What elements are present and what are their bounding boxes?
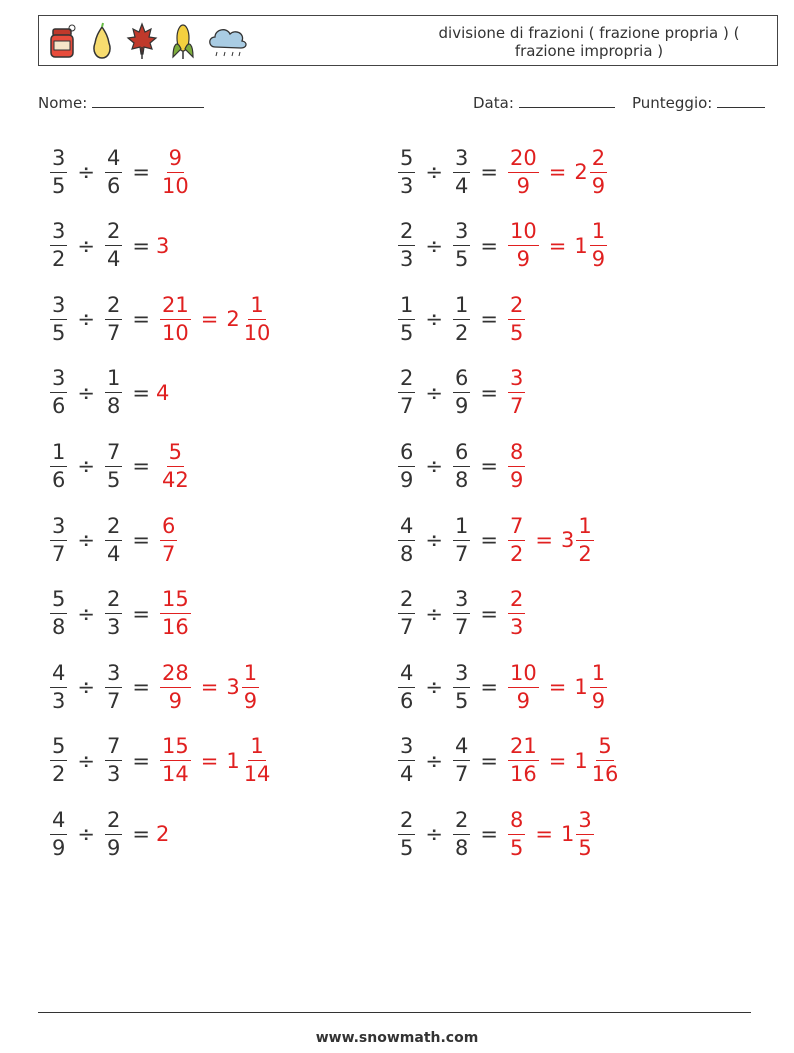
- equals-sign: =: [548, 748, 567, 773]
- mixed-whole: 3: [226, 675, 240, 700]
- answer-fraction-denominator: 9: [516, 173, 531, 198]
- dividend-fraction-denominator: 5: [400, 835, 414, 860]
- divide-sign: ÷: [77, 307, 95, 332]
- equals-sign: =: [548, 675, 567, 700]
- equals-sign: =: [132, 160, 150, 184]
- mixed-fraction-denominator: 2: [578, 541, 592, 566]
- equals-sign: =: [480, 601, 498, 626]
- divide-sign: ÷: [425, 380, 443, 405]
- answer-fraction: [508, 807, 525, 862]
- divisor-fraction-numerator: 2: [105, 218, 122, 246]
- divisor-fraction: [453, 365, 470, 420]
- mixed-fraction: [590, 660, 607, 715]
- equals-sign: =: [480, 160, 498, 184]
- answer-fraction: [508, 145, 539, 200]
- answer-fraction-numerator: 2: [508, 292, 525, 320]
- divide-sign: ÷: [77, 160, 95, 184]
- answer-fraction: [160, 145, 191, 200]
- mixed-fraction-numerator: 1: [590, 218, 607, 246]
- dividend-fraction: [50, 439, 67, 494]
- divisor-fraction-denominator: 8: [106, 394, 121, 419]
- dividend-fraction: [398, 586, 415, 641]
- dividend-fraction: [398, 218, 415, 273]
- dividend-fraction-numerator: 3: [50, 513, 67, 541]
- dividend-fraction-numerator: 2: [398, 218, 415, 246]
- answer-fraction-numerator: 7: [508, 513, 525, 541]
- equals-sign: =: [548, 160, 567, 184]
- divide-sign: ÷: [77, 380, 95, 405]
- dividend-fraction: [398, 513, 415, 568]
- rain-cloud-icon: [205, 21, 249, 61]
- dividend-fraction: [50, 586, 67, 641]
- equals-sign: =: [480, 233, 498, 258]
- divisor-fraction-numerator: 1: [453, 513, 470, 541]
- divide-sign: ÷: [77, 454, 95, 479]
- divide-sign: ÷: [425, 528, 443, 552]
- divisor-fraction: [453, 513, 470, 568]
- score-blank: [717, 93, 765, 108]
- dividend-fraction-numerator: 4: [398, 660, 415, 688]
- dividend-fraction-denominator: 4: [400, 762, 414, 787]
- dividend-fraction-numerator: 3: [50, 365, 67, 393]
- divide-sign: ÷: [425, 307, 443, 332]
- divisor-fraction-numerator: 2: [105, 807, 122, 835]
- divisor-fraction-denominator: 7: [106, 320, 121, 345]
- dividend-fraction: [398, 292, 415, 347]
- answer-fraction-numerator: 28: [160, 660, 191, 688]
- problem-13: [46, 584, 195, 644]
- dividend-fraction: [50, 292, 67, 347]
- problem-1: [46, 142, 195, 202]
- mixed-fraction: [242, 292, 273, 347]
- mixed-whole: 1: [574, 748, 588, 773]
- equals-sign: =: [132, 233, 150, 258]
- answer-fraction-denominator: 10: [161, 173, 189, 198]
- mixed-whole: 2: [574, 160, 588, 184]
- divisor-fraction: [105, 439, 122, 494]
- divide-sign: ÷: [425, 822, 443, 847]
- problem-10: [394, 436, 529, 496]
- mixed-fraction-numerator: 2: [590, 145, 607, 173]
- answer-fraction-denominator: 9: [516, 688, 531, 713]
- divisor-fraction-numerator: 3: [453, 660, 470, 688]
- mixed-fraction: [590, 145, 607, 200]
- date-label: Data:: [473, 94, 514, 112]
- divide-sign: ÷: [425, 454, 443, 479]
- dividend-fraction-denominator: 3: [400, 173, 414, 198]
- dividend-fraction: [50, 145, 67, 200]
- answer-fraction-numerator: 15: [160, 586, 191, 614]
- answer-fraction: [508, 365, 525, 420]
- dividend-fraction: [398, 660, 415, 715]
- answer-fraction-denominator: 42: [161, 467, 189, 492]
- dividend-fraction-numerator: 2: [398, 807, 415, 835]
- divisor-fraction-numerator: 2: [453, 807, 470, 835]
- dividend-fraction-denominator: 9: [400, 467, 414, 492]
- jam-jar-icon: [45, 21, 79, 61]
- answer-fraction-numerator: 21: [508, 733, 539, 761]
- answer-fraction-denominator: 7: [161, 541, 176, 566]
- dividend-fraction-denominator: 8: [52, 615, 66, 640]
- divisor-fraction-denominator: 7: [454, 541, 469, 566]
- dividend-fraction: [50, 807, 67, 862]
- equals-sign: =: [548, 233, 567, 258]
- divide-sign: ÷: [77, 822, 95, 847]
- answer-fraction-denominator: 5: [509, 835, 524, 860]
- answer-fraction-numerator: 21: [160, 292, 191, 320]
- dividend-fraction: [398, 439, 415, 494]
- score-field: [632, 93, 765, 112]
- answer-fraction-denominator: 7: [509, 394, 524, 419]
- answer-integer: 3: [155, 233, 170, 258]
- worksheet-title: divisione di frazioni ( frazione propria ) ( frazione impropria ): [438, 24, 740, 60]
- mixed-fraction: [576, 513, 593, 568]
- answer-fraction: [508, 513, 525, 568]
- divisor-fraction: [453, 145, 470, 200]
- dividend-fraction-numerator: 6: [398, 439, 415, 467]
- problem-8: [394, 363, 529, 423]
- answer-fraction: [160, 292, 191, 347]
- date-field: [473, 93, 615, 112]
- divisor-fraction-numerator: 6: [453, 439, 470, 467]
- dividend-fraction: [50, 660, 67, 715]
- answer-fraction-denominator: 9: [516, 247, 531, 272]
- dividend-fraction: [50, 365, 67, 420]
- answer-fraction-denominator: 9: [509, 467, 524, 492]
- answer-fraction-numerator: 8: [508, 439, 525, 467]
- answer-fraction-numerator: 2: [508, 586, 525, 614]
- dividend-fraction-numerator: 3: [398, 733, 415, 761]
- dividend-fraction: [50, 513, 67, 568]
- equals-sign: =: [132, 307, 150, 332]
- dividend-fraction-denominator: 6: [400, 688, 414, 713]
- equals-sign: =: [132, 748, 150, 773]
- answer-fraction-denominator: 5: [509, 320, 524, 345]
- answer-fraction-numerator: 3: [508, 365, 525, 393]
- divide-sign: ÷: [77, 233, 95, 258]
- dividend-fraction-numerator: 4: [398, 513, 415, 541]
- dividend-fraction-numerator: 5: [50, 586, 67, 614]
- equals-sign: =: [132, 675, 150, 700]
- problem-7: [46, 363, 169, 423]
- answer-fraction: [160, 733, 191, 788]
- dividend-fraction-denominator: 5: [52, 173, 66, 198]
- equals-sign: =: [132, 822, 150, 847]
- mixed-fraction: [242, 733, 273, 788]
- divisor-fraction: [453, 218, 470, 273]
- mixed-whole: 3: [560, 528, 575, 552]
- dividend-fraction-denominator: 8: [400, 541, 414, 566]
- mixed-whole: 1: [574, 233, 588, 258]
- answer-fraction-denominator: 16: [509, 762, 537, 787]
- divide-sign: ÷: [425, 233, 443, 258]
- problem-16: [394, 657, 611, 717]
- divisor-fraction-denominator: 6: [106, 173, 121, 198]
- divisor-fraction-numerator: 2: [105, 513, 122, 541]
- mixed-fraction-numerator: 1: [248, 733, 265, 761]
- dividend-fraction-numerator: 2: [398, 586, 415, 614]
- dividend-fraction-denominator: 5: [400, 320, 414, 345]
- answer-fraction: [508, 733, 539, 788]
- mixed-whole: 1: [226, 748, 240, 773]
- equals-sign: =: [132, 601, 150, 626]
- maple-leaf-icon: [125, 21, 159, 61]
- equals-sign: =: [200, 675, 219, 700]
- equals-sign: =: [535, 528, 553, 552]
- worksheet-header: [38, 15, 778, 66]
- dividend-fraction: [398, 807, 415, 862]
- divisor-fraction-denominator: 4: [106, 541, 121, 566]
- dividend-fraction-denominator: 7: [400, 394, 414, 419]
- answer-fraction: [508, 218, 539, 273]
- answer-fraction-numerator: 10: [508, 660, 539, 688]
- divisor-fraction-numerator: 3: [105, 660, 122, 688]
- divisor-fraction: [453, 807, 470, 862]
- divide-sign: ÷: [425, 160, 443, 184]
- divisor-fraction-numerator: 3: [453, 586, 470, 614]
- divisor-fraction-numerator: 6: [453, 365, 470, 393]
- answer-fraction: [508, 660, 539, 715]
- equals-sign: =: [200, 748, 219, 773]
- name-field: [38, 93, 204, 112]
- divisor-fraction-numerator: 1: [453, 292, 470, 320]
- divide-sign: ÷: [77, 748, 95, 773]
- equals-sign: =: [132, 454, 150, 479]
- problem-5: [46, 289, 276, 349]
- divide-sign: ÷: [77, 675, 95, 700]
- mixed-fraction-numerator: 1: [590, 660, 607, 688]
- dividend-fraction-numerator: 2: [398, 365, 415, 393]
- divisor-fraction: [105, 807, 122, 862]
- divisor-fraction: [105, 365, 122, 420]
- dividend-fraction: [398, 365, 415, 420]
- divisor-fraction: [453, 586, 470, 641]
- problem-17: [46, 731, 276, 791]
- equals-sign: =: [480, 748, 498, 773]
- problem-2: [394, 142, 611, 202]
- equals-sign: =: [132, 380, 150, 405]
- answer-fraction-numerator: 8: [508, 807, 525, 835]
- problem-15: [46, 657, 263, 717]
- equals-sign: =: [132, 528, 150, 552]
- answer-fraction: [508, 292, 525, 347]
- equals-sign: =: [480, 822, 498, 847]
- dividend-fraction-numerator: 5: [50, 733, 67, 761]
- divisor-fraction: [105, 513, 122, 568]
- dividend-fraction-denominator: 3: [52, 688, 66, 713]
- answer-fraction: [508, 586, 525, 641]
- dividend-fraction-numerator: 3: [50, 145, 67, 173]
- answer-fraction-denominator: 16: [161, 615, 189, 640]
- answer-integer: 2: [155, 822, 170, 847]
- problem-4: [394, 216, 611, 276]
- divisor-fraction: [105, 145, 122, 200]
- mixed-fraction: [242, 660, 259, 715]
- mixed-whole: 1: [574, 675, 588, 700]
- answer-fraction-denominator: 14: [161, 762, 189, 787]
- mixed-fraction-numerator: 1: [242, 660, 259, 688]
- divide-sign: ÷: [77, 528, 95, 552]
- divisor-fraction-denominator: 8: [454, 467, 469, 492]
- divisor-fraction-denominator: 4: [454, 173, 469, 198]
- mixed-fraction-numerator: 1: [576, 513, 593, 541]
- equals-sign: =: [200, 307, 219, 332]
- dividend-fraction-denominator: 2: [52, 762, 66, 787]
- corn-icon: [165, 21, 199, 61]
- dividend-fraction-numerator: 3: [50, 292, 67, 320]
- mixed-fraction: [576, 807, 593, 862]
- answer-fraction-numerator: 15: [160, 733, 191, 761]
- dividend-fraction-numerator: 3: [50, 218, 67, 246]
- problem-9: [46, 436, 195, 496]
- mixed-fraction: [590, 733, 621, 788]
- pear-icon: [85, 21, 119, 61]
- divisor-fraction: [453, 292, 470, 347]
- answer-fraction: [160, 513, 177, 568]
- footer-url: www.snowmath.com: [315, 1030, 479, 1046]
- mixed-fraction-denominator: 9: [243, 688, 258, 713]
- answer-fraction: [508, 439, 525, 494]
- problem-20: [394, 804, 598, 864]
- mixed-fraction-denominator: 9: [591, 173, 606, 198]
- problem-3: [46, 216, 169, 276]
- mixed-fraction-denominator: 10: [243, 320, 271, 345]
- divide-sign: ÷: [425, 601, 443, 626]
- dividend-fraction-numerator: 4: [50, 660, 67, 688]
- dividend-fraction-numerator: 4: [50, 807, 67, 835]
- divisor-fraction-numerator: 3: [453, 145, 470, 173]
- mixed-fraction-numerator: 5: [596, 733, 613, 761]
- dividend-fraction-numerator: 1: [398, 292, 415, 320]
- dividend-fraction-denominator: 6: [52, 467, 66, 492]
- divisor-fraction: [453, 660, 470, 715]
- mixed-whole: 1: [560, 822, 575, 847]
- answer-fraction-denominator: 2: [509, 541, 524, 566]
- mixed-fraction-denominator: 9: [591, 247, 606, 272]
- name-label: Nome:: [38, 94, 88, 112]
- divisor-fraction: [105, 660, 122, 715]
- divisor-fraction-denominator: 5: [454, 688, 469, 713]
- equals-sign: =: [480, 380, 498, 405]
- dividend-fraction-denominator: 6: [52, 394, 66, 419]
- divisor-fraction-numerator: 1: [105, 365, 122, 393]
- answer-fraction-numerator: 9: [167, 145, 184, 173]
- date-blank: [519, 93, 615, 108]
- divisor-fraction-denominator: 7: [454, 762, 469, 787]
- divisor-fraction-denominator: 9: [106, 835, 121, 860]
- answer-fraction-numerator: 5: [167, 439, 184, 467]
- divisor-fraction-numerator: 4: [453, 733, 470, 761]
- name-blank: [92, 93, 204, 108]
- answer-fraction: [160, 439, 191, 494]
- answer-fraction: [160, 586, 191, 641]
- divisor-fraction-denominator: 8: [454, 835, 469, 860]
- answer-fraction-denominator: 9: [168, 688, 183, 713]
- dividend-fraction: [50, 733, 67, 788]
- dividend-fraction-denominator: 7: [400, 615, 414, 640]
- mixed-fraction-denominator: 9: [591, 688, 606, 713]
- divisor-fraction-numerator: 7: [105, 733, 122, 761]
- divisor-fraction-numerator: 3: [453, 218, 470, 246]
- mixed-fraction-denominator: 14: [243, 762, 271, 787]
- problem-12: [394, 510, 598, 570]
- divide-sign: ÷: [77, 601, 95, 626]
- problem-19: [46, 804, 169, 864]
- footer-rule: [38, 1012, 751, 1013]
- answer-fraction: [160, 660, 191, 715]
- divisor-fraction: [105, 733, 122, 788]
- mixed-fraction-denominator: 16: [591, 762, 619, 787]
- mixed-fraction-denominator: 5: [578, 835, 592, 860]
- dividend-fraction-denominator: 5: [52, 320, 66, 345]
- header-icons: [45, 21, 249, 61]
- dividend-fraction-numerator: 5: [398, 145, 415, 173]
- mixed-whole: 2: [226, 307, 240, 332]
- dividend-fraction: [398, 145, 415, 200]
- dividend-fraction: [50, 218, 67, 273]
- score-label: Punteggio:: [632, 94, 713, 112]
- dividend-fraction-denominator: 3: [400, 247, 414, 272]
- divisor-fraction-denominator: 3: [106, 615, 121, 640]
- dividend-fraction-denominator: 2: [52, 247, 66, 272]
- divisor-fraction-denominator: 7: [454, 615, 469, 640]
- equals-sign: =: [480, 675, 498, 700]
- mixed-fraction-numerator: 3: [576, 807, 593, 835]
- answer-fraction-denominator: 3: [509, 615, 524, 640]
- divisor-fraction: [105, 292, 122, 347]
- divisor-fraction-numerator: 2: [105, 292, 122, 320]
- divide-sign: ÷: [425, 748, 443, 773]
- answer-fraction-numerator: 20: [508, 145, 539, 173]
- divisor-fraction-denominator: 5: [454, 247, 469, 272]
- divide-sign: ÷: [425, 675, 443, 700]
- dividend-fraction: [398, 733, 415, 788]
- problem-6: [394, 289, 529, 349]
- equals-sign: =: [535, 822, 553, 847]
- problem-11: [46, 510, 181, 570]
- equals-sign: =: [480, 528, 498, 552]
- divisor-fraction-numerator: 4: [105, 145, 122, 173]
- answer-fraction-numerator: 6: [160, 513, 177, 541]
- divisor-fraction: [453, 733, 470, 788]
- answer-fraction-numerator: 10: [508, 218, 539, 246]
- divisor-fraction: [453, 439, 470, 494]
- divisor-fraction: [105, 218, 122, 273]
- mixed-fraction-numerator: 1: [248, 292, 265, 320]
- dividend-fraction-denominator: 7: [52, 541, 66, 566]
- problem-18: [394, 731, 624, 791]
- dividend-fraction-numerator: 1: [50, 439, 67, 467]
- divisor-fraction-denominator: 5: [106, 467, 121, 492]
- divisor-fraction-denominator: 2: [454, 320, 469, 345]
- divisor-fraction-numerator: 2: [105, 586, 122, 614]
- dividend-fraction-denominator: 9: [52, 835, 66, 860]
- divisor-fraction-denominator: 3: [106, 762, 121, 787]
- answer-integer: 4: [155, 380, 170, 405]
- divisor-fraction-numerator: 7: [105, 439, 122, 467]
- equals-sign: =: [480, 307, 498, 332]
- divisor-fraction-denominator: 9: [454, 394, 469, 419]
- divisor-fraction-denominator: 7: [106, 688, 121, 713]
- answer-fraction-denominator: 10: [161, 320, 189, 345]
- equals-sign: =: [480, 454, 498, 479]
- problem-14: [394, 584, 529, 644]
- divisor-fraction: [105, 586, 122, 641]
- divisor-fraction-denominator: 4: [106, 247, 121, 272]
- mixed-fraction: [590, 218, 607, 273]
